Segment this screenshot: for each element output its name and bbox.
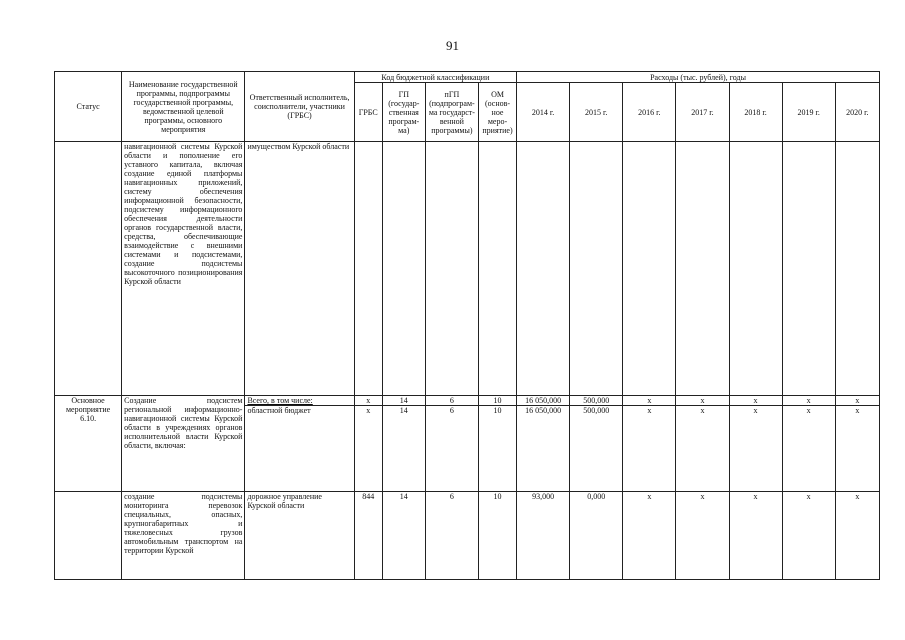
header-year-2014: 2014 г. [517, 83, 570, 142]
name-cell: навигационной системы Курской области и пополнение его уставного капитала, включая создание единой платформы навигационных приложений, систему обеспечения информационной безопасности, подсистему информационного обеспечения деятельности органов государственной власти, средства, обеспечивающие взаимодействие с внешними системами и подсистемами, создание подсистемы высокоточного позиционирования Курской области [122, 142, 245, 396]
code-grbs: х [354, 406, 382, 492]
value-2019: х [782, 406, 835, 492]
header-year-2015: 2015 г. [570, 83, 623, 142]
header-grbs: ГРБС [354, 83, 382, 142]
code-grbs: х [354, 396, 382, 406]
status-cell [55, 492, 122, 580]
value-2017: х [676, 396, 729, 406]
header-status: Статус [55, 72, 122, 142]
header-year-2016: 2016 г. [623, 83, 676, 142]
value-2020: х [835, 492, 879, 580]
code-grbs: 844 [354, 492, 382, 580]
value-2016: х [623, 406, 676, 492]
value-2014: 93,000 [517, 492, 570, 580]
value-2016: х [623, 396, 676, 406]
value-2017: х [676, 492, 729, 580]
value-2018: х [729, 406, 782, 492]
value-2020: х [835, 406, 879, 492]
code-pgp: 6 [425, 492, 478, 580]
header-year-2019: 2019 г. [782, 83, 835, 142]
header-budget-code: Код бюджетной классификации [354, 72, 516, 83]
header-name: Наименование государственной программы, подпрограммы государственной программы, ведомственной целевой программы, основного мероприятия [122, 72, 245, 142]
value-2016: х [623, 492, 676, 580]
value-2018: х [729, 492, 782, 580]
budget-table [54, 71, 880, 580]
header-om: ОМ (основ-ное меро-приятие) [478, 83, 516, 142]
status-cell [55, 142, 122, 396]
header-year-2017: 2017 г. [676, 83, 729, 142]
page-number: 91 [446, 38, 459, 53]
header-executor: Ответственный исполнитель, соисполнители, участники (ГРБС) [245, 72, 354, 142]
value-2019: х [782, 492, 835, 580]
value-2017: х [676, 406, 729, 492]
value-2014: 16 050,000 [517, 396, 570, 406]
name-cell: создание подсистемы мониторинга перевозок специальных, опасных, крупногабаритных и тяжеловесных грузов автомобильным транспортом на территории Курской [122, 492, 245, 580]
header-year-2018: 2018 г. [729, 83, 782, 142]
value-2018: х [729, 396, 782, 406]
value-2015: 500,000 [570, 406, 623, 492]
value-2014: 16 050,000 [517, 406, 570, 492]
name-cell: Создание подсистем региональной информационно-навигационной системы Курской области в учреждениях органов исполнительной власти Курской области, включая: [122, 396, 245, 492]
header-year-2020: 2020 г. [835, 83, 879, 142]
header-gp: ГП (государ-ственная програм-ма) [382, 83, 425, 142]
table-row [55, 142, 880, 396]
value-2015: 0,000 [570, 492, 623, 580]
executor-cell: областной бюджет [245, 406, 354, 492]
code-gp: 14 [382, 396, 425, 406]
executor-cell: Всего, в том числе: [245, 396, 354, 406]
code-gp: 14 [382, 406, 425, 492]
code-gp: 14 [382, 492, 425, 580]
header-pgp: пГП (подпрограм-ма государст-венной программы) [425, 83, 478, 142]
value-2015: 500,000 [570, 396, 623, 406]
code-pgp: 6 [425, 406, 478, 492]
value-2019: х [782, 396, 835, 406]
code-pgp: 6 [425, 396, 478, 406]
table-row [55, 396, 880, 406]
header-expenses: Расходы (тыс. рублей), годы [517, 72, 880, 83]
status-cell: Основное мероприятие 6.10. [55, 396, 122, 492]
executor-cell: дорожное управление Курской области [245, 492, 354, 580]
code-om: 10 [478, 406, 516, 492]
value-2020: х [835, 396, 879, 406]
code-om: 10 [478, 396, 516, 406]
table-row [55, 492, 880, 580]
executor-cell: имуществом Курской области [245, 142, 354, 396]
code-om: 10 [478, 492, 516, 580]
